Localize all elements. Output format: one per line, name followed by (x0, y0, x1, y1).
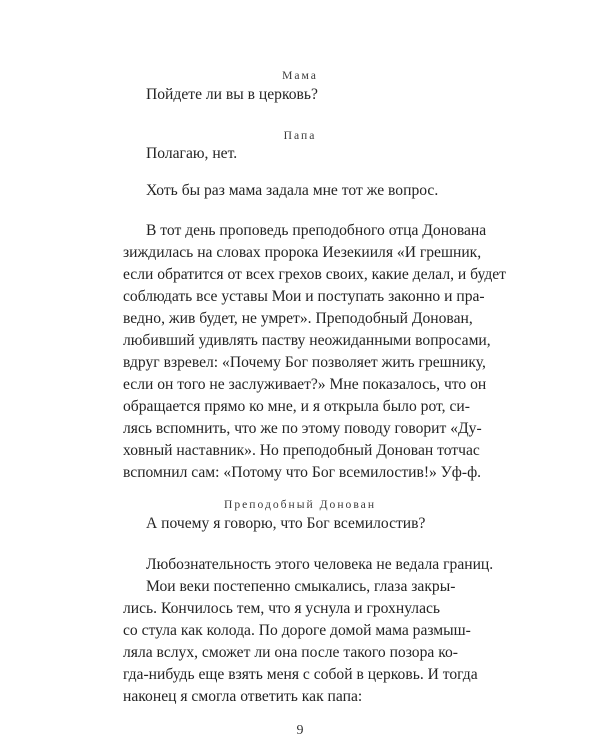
paragraph-line: соблюдать все уставы Мои и поступать законно и пра- (123, 288, 485, 305)
paragraph-line: наконец я смогла ответить как папа: (123, 688, 363, 705)
paragraph-line: вспомнил сам: «Потому что Бог всемилостив!» Уф-ф. (123, 464, 482, 481)
paragraph-line: В тот день проповедь преподобного отца Донована (146, 222, 487, 239)
paragraph-line: Мои веки постепенно смыкались, глаза закры- (146, 578, 456, 595)
paragraph-line: со стула как колода. По дороге домой мама размыш- (123, 622, 471, 639)
paragraph-line: ведно, жив будет, не умрет». Преподобный Донован, (123, 310, 473, 327)
paragraph-line: ховный наставник». Но преподобный Донован тотчас (123, 442, 480, 459)
dialogue-line: Пойдете ли вы в церковь? (146, 86, 318, 103)
paragraph-line: лись. Кончилось тем, что я уснула и грохнулась (123, 600, 441, 617)
paragraph-line: гда-нибудь еще взять меня с собой в церковь. И тогда (123, 666, 478, 683)
paragraph-line: Любознательность этого человека не ведала границ. (146, 556, 494, 573)
speaker-mama: Мама (282, 69, 318, 82)
paragraph-line: если он того не заслуживает?» Мне показалось, что он (123, 376, 487, 393)
paragraph-line: любивший удивлять паству неожиданными вопросами, (123, 332, 491, 349)
paragraph-line: зиждилась на словах пророка Иезекииля «И грешник, (123, 244, 482, 261)
speaker-papa: Папа (283, 129, 317, 142)
dialogue-line: А почему я говорю, что Бог всемилостив? (146, 515, 426, 532)
narration-line: Хоть бы раз мама задала мне тот же вопрос. (146, 182, 439, 199)
paragraph-line: ляла вслух, сможет ли она после такого позора ко- (123, 644, 458, 661)
paragraph-line: лясь вспомнить, что же по этому поводу говорит «Ду- (123, 420, 482, 437)
paragraph-line: обращается прямо ко мне, и я открыла было рот, си- (123, 398, 470, 415)
paragraph-line: вдруг взревел: «Почему Бог позволяет жить грешнику, (123, 354, 486, 371)
speaker-donovan: Преподобный Донован (223, 498, 377, 511)
page-number: 9 (296, 723, 304, 738)
paragraph-line: если обратится от всех грехов своих, какие делал, и будет (123, 266, 506, 283)
dialogue-line: Полагаю, нет. (146, 145, 238, 162)
